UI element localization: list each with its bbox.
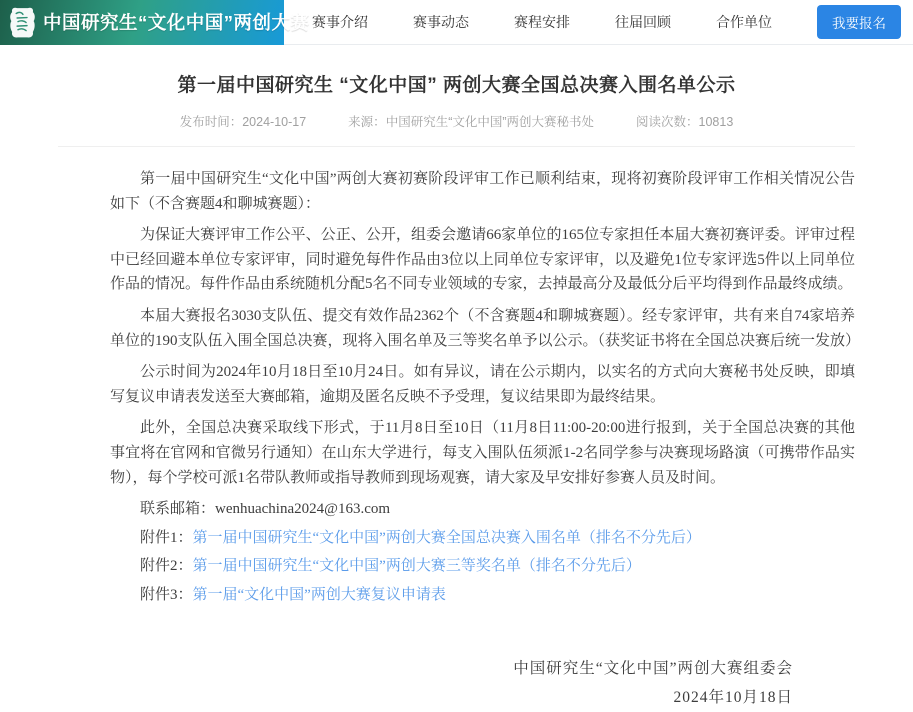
read-count-value: 10813 bbox=[699, 115, 734, 129]
paragraph-2: 为保证大赛评审工作公平、公正、公开，组委会邀请66家单位的165位专家担任本届大赛初赛评委。评审过程中已经回避本单位专家评审，同时避免每件作品由3位以上同单位专家评审，以及避免1位专家评选5件以上同单位作品的情况。每件作品由系统随机分配5名不同专业领域的专家，去掉最高分及最低分后平均得到作品最终成绩。 bbox=[110, 223, 855, 297]
signup-button[interactable]: 我要报名 bbox=[817, 5, 901, 39]
signature-org: 中国研究生“文化中国”两创大赛组委会 bbox=[0, 654, 793, 683]
main-nav bbox=[312, 5, 913, 39]
article-page bbox=[0, 45, 913, 712]
article-source-value: 中国研究生“文化中国”两创大赛秘书处 bbox=[386, 115, 594, 129]
publish-time bbox=[180, 112, 306, 130]
nav-item-intro[interactable]: 赛事介绍 bbox=[312, 12, 368, 32]
publish-time-value: 2024-10-17 bbox=[242, 115, 306, 129]
paragraph-3: 本届大赛报名3030支队伍、提交有效作品2362个（不含赛题4和聊城赛题）。经专家评审，共有来自74家培养单位的190支队伍入围全国总决赛，现将入围名单及三等奖名单予以公示。（获奖证书将在全国总决赛后统一发放） bbox=[110, 304, 855, 353]
attachment-3 bbox=[110, 583, 855, 608]
paragraph-5: 此外，全国总决赛采取线下形式，于11月8日至10日（11月8日11:00-20:00进行报到，关于全国总决赛的其他事宜将在官网和官微另行通知）在山东大学进行，每支入围队伍须派1-2名同学参与决赛现场路演（可携带作品实物），每个学校可派1名带队教师或指导教师到现场观赛，请大家及早安排好参赛人员及时间。 bbox=[110, 416, 855, 490]
contact-email-line: 联系邮箱：wenhuachina2024@163.com bbox=[110, 497, 855, 522]
paragraph-1: 第一届中国研究生“文化中国”两创大赛初赛阶段评审工作已顺利结束，现将初赛阶段评审工作相关情况公告如下（不含赛题4和聊城赛题）： bbox=[110, 167, 855, 216]
read-count bbox=[636, 112, 733, 130]
nav-item-partners[interactable]: 合作单位 bbox=[716, 12, 772, 32]
seal-logo-icon bbox=[9, 6, 36, 39]
attachment-1-link[interactable]: 第一届中国研究生“文化中国”两创大赛全国总决赛入围名单（排名不分先后） bbox=[193, 530, 701, 546]
attachment-2-link[interactable]: 第一届中国研究生“文化中国”两创大赛三等奖名单（排名不分先后） bbox=[193, 558, 641, 574]
article-body bbox=[110, 147, 855, 608]
article-source bbox=[348, 112, 594, 130]
read-count-label: 阅读次数： bbox=[636, 115, 699, 129]
nav-item-schedule[interactable]: 赛程安排 bbox=[514, 12, 570, 32]
brand-title: 中国研究生“文化中国”两创大赛 bbox=[43, 9, 310, 35]
brand-banner[interactable] bbox=[0, 0, 284, 45]
nav-item-past-editions[interactable]: 往届回顾 bbox=[615, 12, 671, 32]
paragraph-4: 公示时间为2024年10月18日至10月24日。如有异议，请在公示期内，以实名的方式向大赛秘书处反映，即填写复议申请表发送至大赛邮箱，逾期及匿名反映不予受理，复议结果即为最终结果。 bbox=[110, 360, 855, 409]
signature-date: 2024年10月18日 bbox=[0, 683, 793, 712]
attachment-2 bbox=[110, 554, 855, 579]
article-head bbox=[58, 45, 855, 147]
attachment-1-label: 附件1： bbox=[140, 530, 193, 546]
article-source-label: 来源： bbox=[348, 115, 386, 129]
attachment-1 bbox=[110, 526, 855, 551]
attachment-2-label: 附件2： bbox=[140, 558, 193, 574]
attachment-3-link[interactable]: 第一届“文化中国”两创大赛复议申请表 bbox=[193, 587, 446, 603]
article-meta bbox=[58, 112, 855, 130]
nav-item-news[interactable]: 赛事动态 bbox=[413, 12, 469, 32]
site-header bbox=[0, 0, 913, 45]
page-title: 第一届中国研究生 “文化中国” 两创大赛全国总决赛入围名单公示 bbox=[58, 70, 855, 97]
signature-block bbox=[0, 654, 793, 712]
attachment-3-label: 附件3： bbox=[140, 587, 193, 603]
publish-time-label: 发布时间： bbox=[180, 115, 243, 129]
